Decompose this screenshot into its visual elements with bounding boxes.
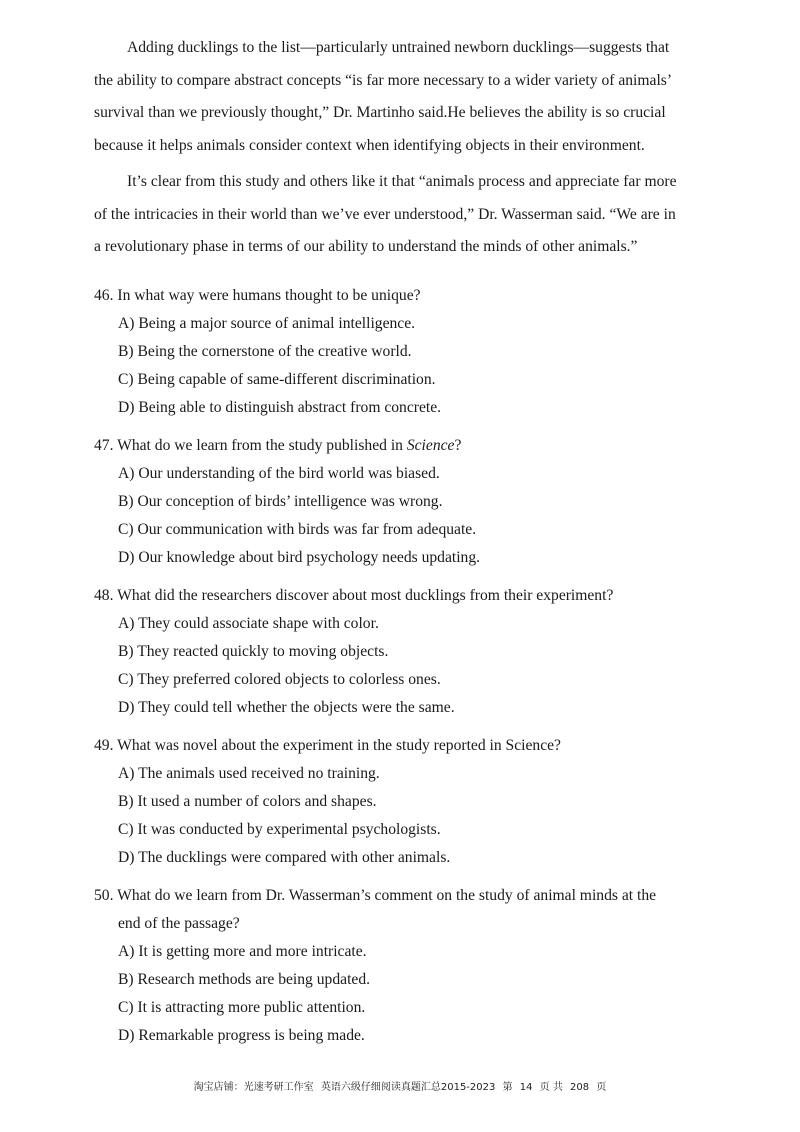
option-b: B) Being the cornerstone of the creative world. — [118, 343, 412, 360]
question-number: 49. — [94, 737, 114, 754]
question-stem — [94, 732, 714, 760]
footer-page-mid: 页 共 — [539, 1082, 563, 1093]
option-b: B) Our conception of birds’ intelligence was wrong. — [118, 493, 443, 510]
passage-paragraph-1 — [94, 32, 708, 163]
option-a: A) Our understanding of the bird world was biased. — [118, 465, 440, 482]
question-stem — [94, 282, 714, 310]
option-d: D) The ducklings were compared with other animals. — [118, 849, 451, 866]
passage-line: survival than we previously thought,” Dr. Martinho said.He believes the ability is so crucial — [94, 104, 666, 122]
option-c: C) Our communication with birds was far from adequate. — [118, 521, 477, 538]
question-49 — [94, 732, 714, 872]
option-c: C) They preferred colored objects to colorless ones. — [118, 671, 441, 688]
question-number: 48. — [94, 587, 114, 604]
footer-page-current: 14 — [519, 1082, 533, 1093]
option-c: C) It was conducted by experimental psychologists. — [118, 821, 441, 838]
option-d: D) They could tell whether the objects were the same. — [118, 699, 455, 716]
question-text: What do we learn from the study published in — [117, 437, 407, 454]
question-mark: ? — [454, 437, 462, 454]
option-b: B) It used a number of colors and shapes. — [118, 793, 377, 810]
option-a: A) They could associate shape with color. — [118, 615, 379, 632]
question-number: 50. — [94, 887, 114, 904]
passage-line: It’s clear from this study and others like it that “animals process and appreciate far more — [127, 173, 677, 190]
option-a: A) It is getting more and more intricate. — [118, 943, 367, 960]
passage-line: the ability to compare abstract concepts “is far more necessary to a wider variety of animals’ — [94, 71, 673, 89]
footer-page-total: 208 — [570, 1082, 590, 1093]
question-text: In what way were humans thought to be unique? — [117, 287, 421, 304]
question-stem — [94, 432, 714, 460]
passage-line: a revolutionary phase in terms of our ability to understand the minds of other animals.” — [94, 238, 638, 256]
page-footer — [0, 1078, 800, 1093]
question-text-continued: end of the passage? — [118, 915, 240, 932]
question-stem — [94, 882, 714, 910]
option-a: A) Being a major source of animal intelligence. — [118, 315, 416, 332]
option-d: D) Our knowledge about bird psychology needs updating. — [118, 549, 481, 566]
question-number: 46. — [94, 287, 114, 304]
question-48 — [94, 582, 714, 722]
question-47 — [94, 432, 714, 572]
question-46 — [94, 282, 714, 422]
option-b: B) They reacted quickly to moving objects. — [118, 643, 389, 660]
option-c: C) It is attracting more public attention. — [118, 999, 366, 1016]
footer-page-suffix: 页 — [596, 1082, 607, 1093]
question-number: 47. — [94, 437, 114, 454]
question-text: What do we learn from Dr. Wasserman’s comment on the study of animal minds at the — [117, 887, 657, 904]
option-d: D) Being able to distinguish abstract from concrete. — [118, 399, 442, 416]
question-text: What was novel about the experiment in the study reported in Science? — [117, 737, 561, 754]
option-c: C) Being capable of same-different discrimination. — [118, 371, 436, 388]
footer-page-prefix: 第 — [502, 1082, 513, 1093]
passage-line: because it helps animals consider context when identifying objects in their environment. — [94, 137, 645, 155]
question-50 — [94, 882, 714, 1050]
option-b: B) Research methods are being updated. — [118, 971, 371, 988]
question-text: What did the researchers discover about most ducklings from their experiment? — [117, 587, 614, 604]
passage-line: of the intricacies in their world than we’ve ever understood,” Dr. Wasserman said. “We are in — [94, 205, 676, 223]
journal-title: Science — [406, 437, 455, 454]
option-d: D) Remarkable progress is being made. — [118, 1027, 365, 1044]
passage-line: Adding ducklings to the list—particularly untrained newborn ducklings—suggests that — [127, 39, 670, 56]
option-a: A) The animals used received no training. — [118, 765, 380, 782]
footer-title: 英语六级仔细阅读真题汇总2015-2023 — [320, 1082, 496, 1093]
question-stem — [94, 582, 714, 610]
footer-shop: 淘宝店铺：光速考研工作室 — [193, 1082, 314, 1093]
passage-paragraph-2 — [94, 166, 708, 264]
